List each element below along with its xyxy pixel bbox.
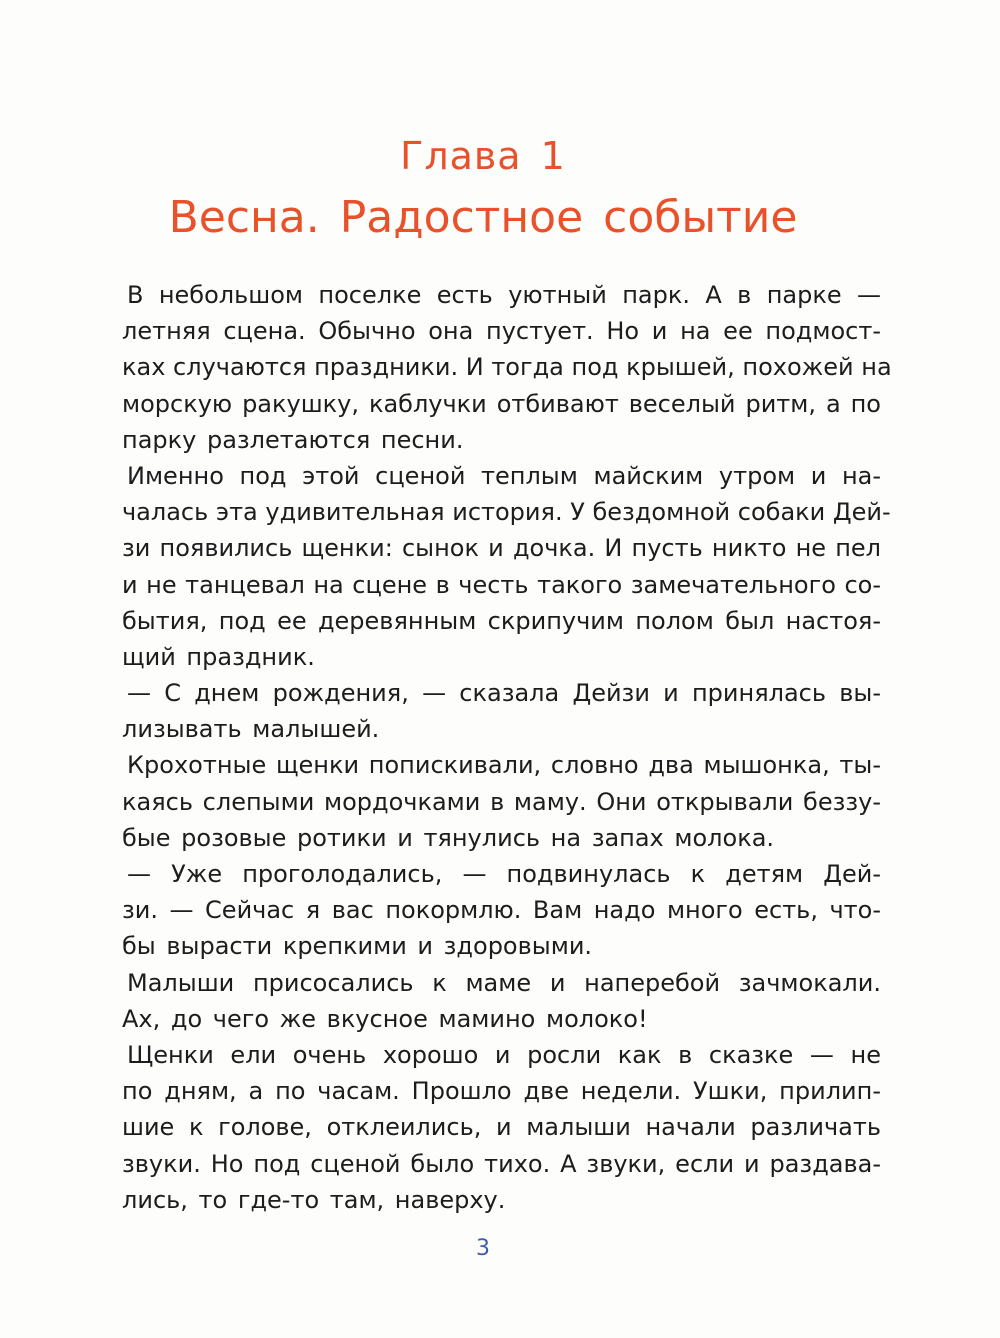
text-line: зи. — Сейчас я вас покормлю. Вам надо много есть, что- bbox=[122, 896, 881, 925]
text-line: ках случаются праздники. И тогда под крышей, похожей на bbox=[122, 353, 892, 382]
text-line: Именно под этой сценой теплым майским утром и на- bbox=[127, 461, 881, 490]
paragraph bbox=[117, 965, 881, 1037]
text-line: Малыши присосались к маме и наперебой зачмокали. bbox=[127, 968, 881, 997]
text-line: каясь слепыми мордочками в маму. Они открывали беззу- bbox=[122, 787, 881, 816]
text-line: и не танцевал на сцене в честь такого замечательного со- bbox=[122, 570, 881, 599]
paragraph bbox=[117, 1037, 881, 1218]
text-line: зи появились щенки: сынок и дочка. И пусть никто не пел bbox=[122, 534, 881, 563]
paragraph bbox=[117, 747, 881, 856]
paragraph bbox=[117, 675, 881, 747]
text-line: бытия, под ее деревянным скрипучим полом был настоя- bbox=[122, 606, 881, 635]
text-line: — С днем рождения, — сказала Дейзи и принялась вы- bbox=[127, 679, 881, 708]
text-line: лизывать малышей. bbox=[122, 715, 380, 744]
text-line: бы вырасти крепкими и здоровыми. bbox=[122, 932, 593, 961]
chapter-title: Весна. Радостное событие bbox=[168, 192, 798, 243]
text-line: Ах, до чего же вкусное мамино молоко! bbox=[122, 1004, 648, 1033]
text-line: бые розовые ротики и тянулись на запах молока. bbox=[122, 823, 775, 852]
text-line: лись, то где-то там, наверху. bbox=[122, 1185, 506, 1214]
text-line: парку разлетаются песни. bbox=[122, 425, 464, 454]
text-line: морскую ракушку, каблучки отбивают веселый ритм, а по bbox=[122, 389, 881, 418]
text-line: щий праздник. bbox=[122, 642, 315, 671]
text-line: звуки. Но под сценой было тихо. А звуки, если и раздава- bbox=[122, 1149, 881, 1178]
text-line: по дням, а по часам. Прошло две недели. Ушки, прилип- bbox=[122, 1077, 881, 1106]
paragraph bbox=[117, 458, 891, 675]
text-line: летняя сцена. Обычно она пустует. Но и на ее подмост- bbox=[122, 317, 881, 346]
text-line: Крохотные щенки попискивали, словно два мышонка, ты- bbox=[127, 751, 881, 780]
paragraph bbox=[117, 277, 892, 458]
text-line: Щенки ели очень хорошо и росли как в сказке — не bbox=[127, 1040, 881, 1069]
chapter-number: Глава 1 bbox=[400, 134, 566, 178]
page-number: 3 bbox=[476, 1236, 490, 1261]
text-line: В небольшом поселке есть уютный парк. А в парке — bbox=[127, 281, 881, 309]
text-line: — Уже проголодались, — подвинулась к детям Дей- bbox=[127, 860, 881, 888]
text-line: шие к голове, отклеились, и малыши начали различать bbox=[122, 1113, 881, 1142]
body-text bbox=[117, 277, 892, 1218]
paragraph bbox=[117, 856, 881, 965]
text-line: чалась эта удивительная история. У бездомной собаки Дей- bbox=[122, 498, 891, 527]
